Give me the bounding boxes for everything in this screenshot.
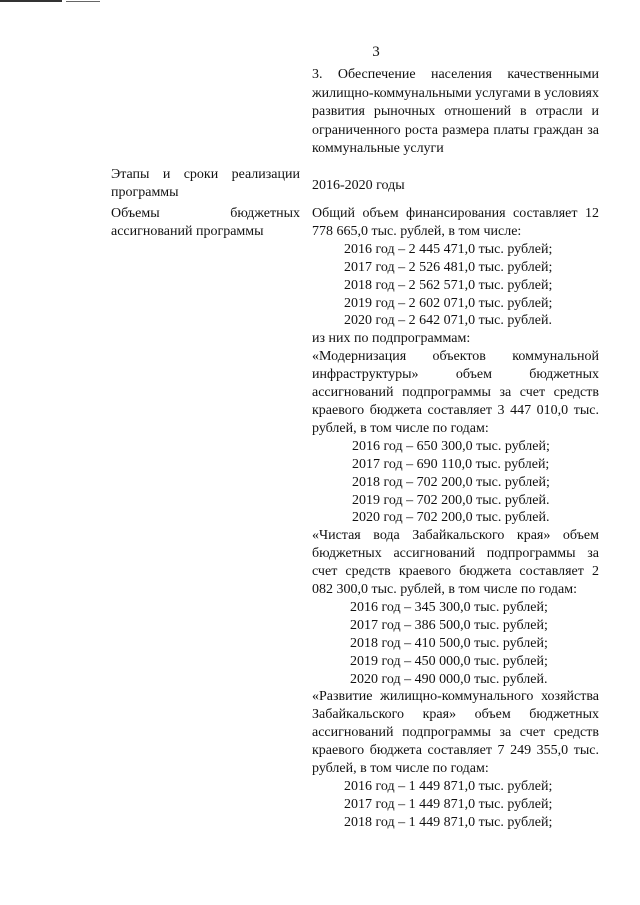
stages-label: Этапы и сроки реализации программы (111, 167, 300, 200)
subprogram-3-text: «Развитие жилищно-коммунального хозяйства Забайкальского края» объем бюджетных ассигнований подпрограммы за счет средств краевого бюджета составляет 7 249 355,0 тыс. рублей, в том числе по годам: (312, 689, 599, 777)
program-task-item: 3. Обеспечение населения качественными жилищно-коммунальными услугами в условиях развития рыночных отношений в отрасли и ограниченного роста размера платы граждан за коммунальные услуги (312, 67, 599, 157)
subprogram-3-year-2016: 2016 год – 1 449 871,0 тыс. рублей; (344, 779, 553, 794)
total-year-2018: 2018 год – 2 562 571,0 тыс. рублей; (344, 277, 553, 293)
subprogram-1-year-2018: 2018 год – 702 200,0 тыс. рублей; (352, 474, 550, 490)
subprogram-2-year-2019: 2019 год – 450 000,0 тыс. рублей; (350, 653, 548, 669)
subprogram-2-year-2018: 2018 год – 410 500,0 тыс. рублей; (350, 635, 548, 651)
subprogram-2-year-2017: 2017 год – 386 500,0 тыс. рублей; (350, 617, 548, 633)
budget-value (312, 205, 599, 832)
page-number: 3 (372, 44, 380, 60)
subprogram-2-text: «Чистая вода Забайкальского края» объем бюджетных ассигнований подпрограммы за счет средств краевого бюджета составляет 2 082 300,0 тыс. рублей, в том числе по годам: (312, 528, 599, 598)
subprogram-2-year-2020: 2020 год – 490 000,0 тыс. рублей. (350, 671, 548, 687)
total-year-2017: 2017 год – 2 526 481,0 тыс. рублей; (344, 259, 553, 275)
stages-value: 2016-2020 годы (312, 178, 405, 193)
subprogram-1-year-2020: 2020 год – 702 200,0 тыс. рублей. (352, 510, 550, 526)
subprogram-1-year-2016: 2016 год – 650 300,0 тыс. рублей; (352, 438, 550, 454)
subprogram-3-year-2017: 2017 год – 1 449 871,0 тыс. рублей; (344, 796, 553, 812)
subprogram-1-year-2017: 2017 год – 690 110,0 тыс. рублей; (352, 456, 550, 472)
subprogram-3-year-2018: 2018 год – 1 449 871,0 тыс. рублей; (344, 814, 553, 830)
total-financing-text: Общий объем финансирования составляет 12 778 665,0 тыс. рублей, в том числе: (312, 206, 599, 239)
budget-label: Объемы бюджетных ассигнований программы (111, 206, 300, 239)
subprograms-intro: из них по подпрограммам: (312, 331, 471, 347)
subprogram-2-year-2016: 2016 год – 345 300,0 тыс. рублей; (350, 599, 548, 615)
subprogram-1-year-2019: 2019 год – 702 200,0 тыс. рублей. (352, 492, 550, 508)
scan-edge-mark (0, 0, 100, 4)
subprogram-1-text: «Модернизация объектов коммунальной инфраструктуры» объем бюджетных ассигнований подпрограммы за счет средств краевого бюджета составляет 3 447 010,0 тыс. рублей, в том числе по годам: (312, 349, 599, 436)
total-year-2020: 2020 год – 2 642 071,0 тыс. рублей. (344, 313, 552, 329)
total-year-2019: 2019 год – 2 602 071,0 тыс. рублей; (344, 295, 553, 311)
total-year-2016: 2016 год – 2 445 471,0 тыс. рублей; (344, 241, 553, 257)
